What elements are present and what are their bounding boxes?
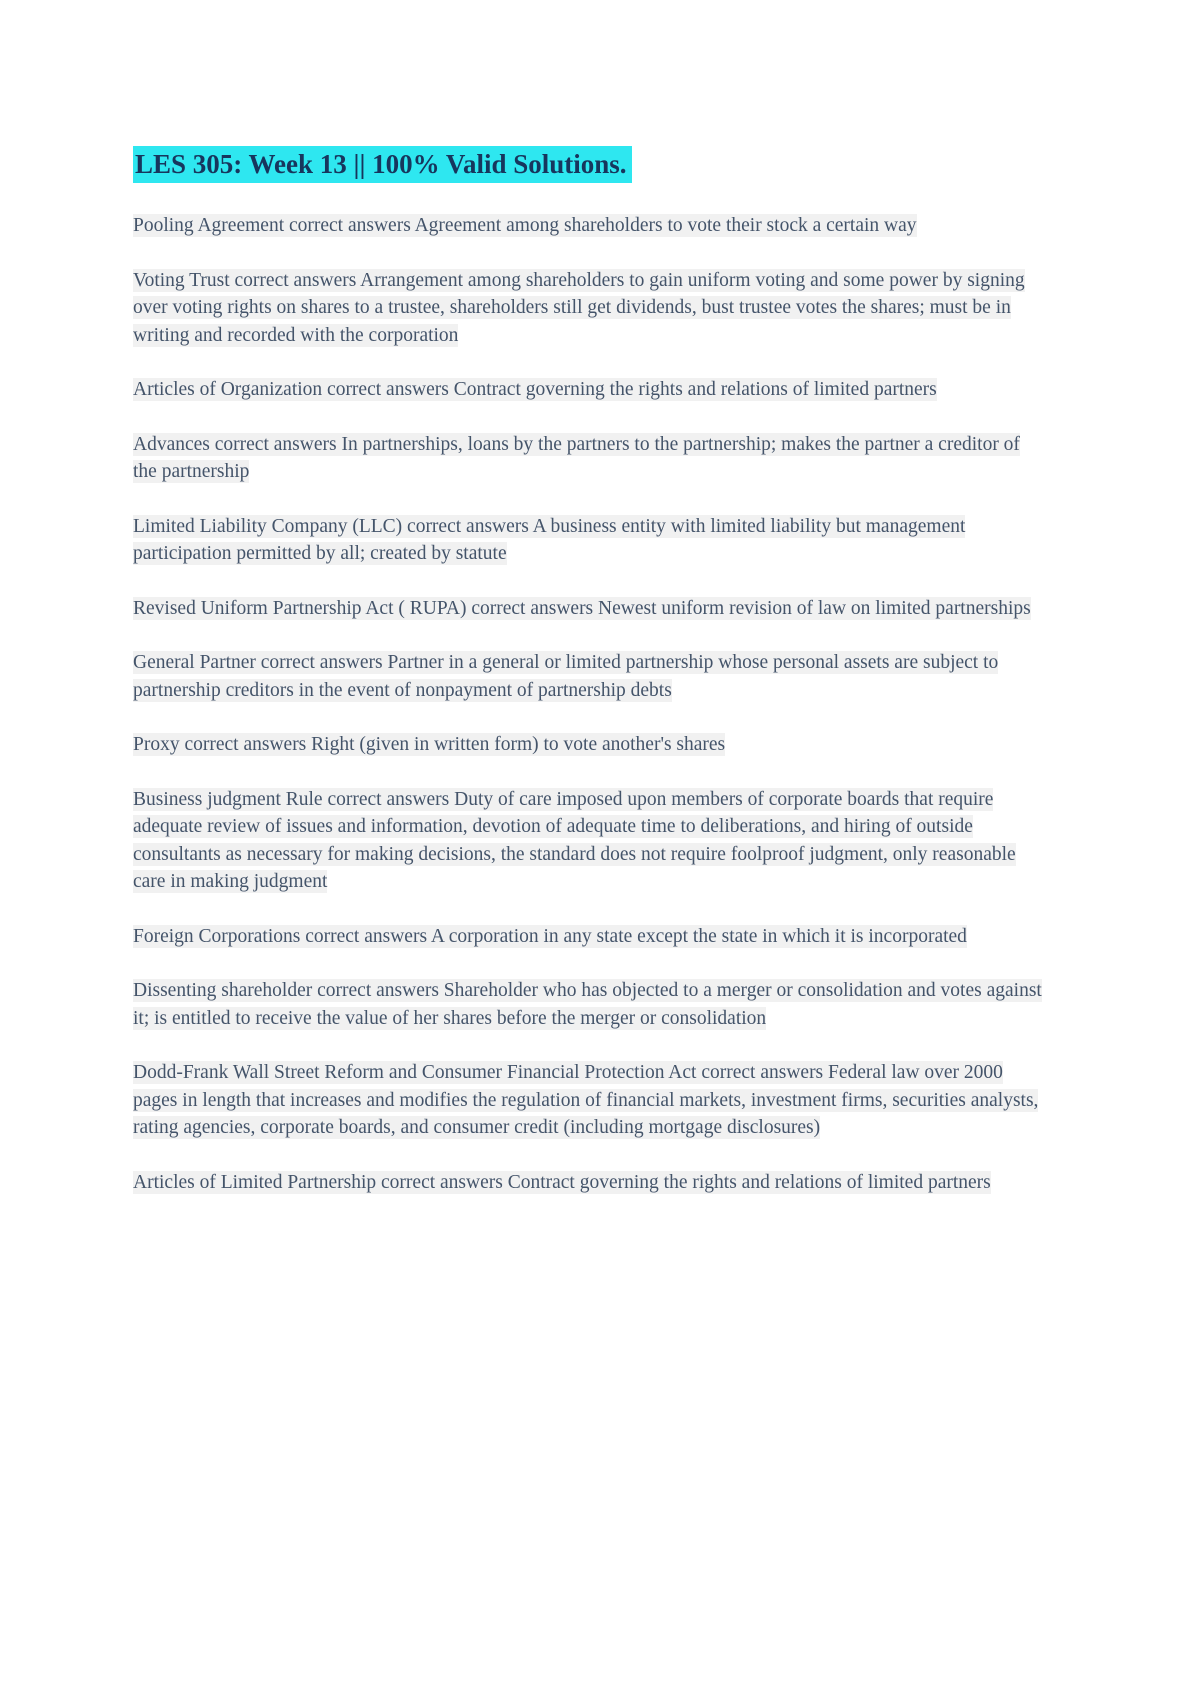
definition-paragraph: [133, 376, 1042, 404]
paragraph-text: Voting Trust correct answers Arrangement among shareholders to gain uniform voting and some power by signing over voting rights on shares to a trustee, shareholders still get dividends, bust trustee votes the shares; must be in writing and recorded with the corporation: [133, 269, 1025, 346]
paragraph-text: Proxy correct answers Right (given in written form) to vote another's shares: [133, 734, 726, 755]
page-title-text: LES 305: Week 13 || 100% Valid Solutions.: [133, 146, 632, 183]
paragraph-text: Articles of Organization correct answers Contract governing the rights and relations of limited partners: [133, 379, 937, 400]
paragraph-text: Dissenting shareholder correct answers Shareholder who has objected to a merger or consolidation and votes against it; is entitled to receive the value of her shares before the merger or consolidation: [133, 980, 1042, 1029]
paragraph-text: Dodd-Frank Wall Street Reform and Consumer Financial Protection Act correct answers Federal law over 2000 pages in length that increases and modifies the regulation of financial markets, investment firms, securities analysts, rating agencies, corporate boards, and consumer credit (including mortgage disclosures): [133, 1062, 1039, 1138]
definition-paragraph: [133, 212, 1042, 240]
definition-paragraph: [133, 1169, 1042, 1197]
definition-paragraph: [133, 977, 1042, 1032]
definition-paragraph: [133, 431, 1042, 486]
paragraph-text: Revised Uniform Partnership Act ( RUPA) correct answers Newest uniform revision of law on limited partnerships: [133, 597, 1031, 619]
paragraph-text: Business judgment Rule correct answers Duty of care imposed upon members of corporate boards that require adequate review of issues and information, devotion of adequate time to deliberations, and hiring of outside consultants as necessary for making decisions, the standard does not require foolproof judgment, only reasonable care in making judgment: [133, 788, 1016, 892]
definition-paragraph: [133, 786, 1042, 896]
paragraph-text: General Partner correct answers Partner in a general or limited partnership whose personal assets are subject to partnership creditors in the event of nonpayment of partnership debts: [133, 652, 999, 701]
paragraph-text: Foreign Corporations correct answers A corporation in any state except the state in which it is incorporated: [133, 925, 967, 947]
definition-paragraph: [133, 595, 1042, 623]
page-title: [133, 146, 1042, 182]
definition-paragraph: [133, 1059, 1042, 1142]
paragraph-text: Advances correct answers In partnerships, loans by the partners to the partnership; makes the partner a creditor of the partnership: [133, 433, 1020, 482]
definition-paragraph: [133, 923, 1042, 951]
paragraph-text: Articles of Limited Partnership correct answers Contract governing the rights and relations of limited partners: [133, 1171, 991, 1193]
definition-paragraph: [133, 649, 1042, 704]
definition-paragraph: [133, 267, 1042, 350]
definition-paragraph: [133, 731, 1042, 759]
paragraph-text: Pooling Agreement correct answers Agreement among shareholders to vote their stock a certain way: [133, 215, 917, 236]
definition-paragraph: [133, 513, 1042, 568]
paragraph-text: Limited Liability Company (LLC) correct answers A business entity with limited liability but management participation permitted by all; created by statute: [133, 515, 966, 564]
